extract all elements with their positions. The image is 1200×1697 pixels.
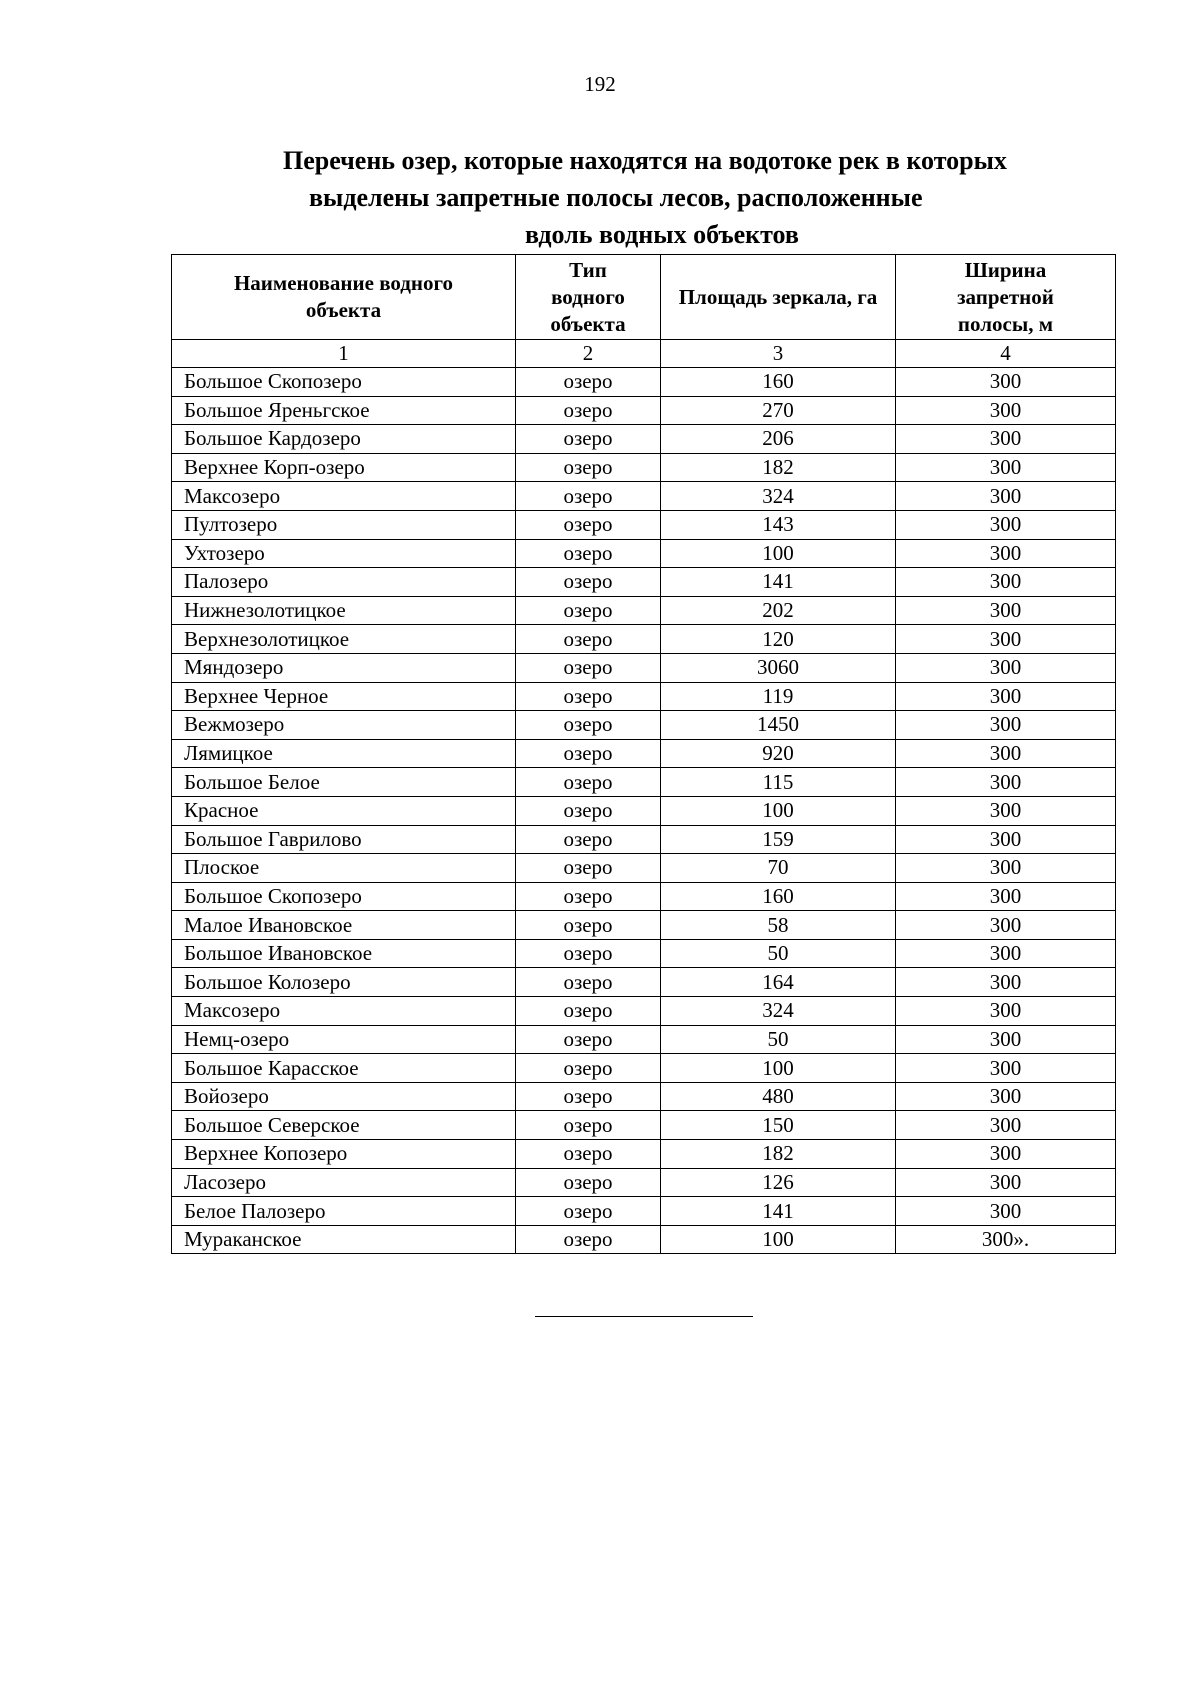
strip-width-cell: 300 <box>896 368 1116 397</box>
strip-width-cell: 300 <box>896 1111 1116 1140</box>
lake-type-cell: озеро <box>516 682 661 711</box>
lake-area-cell: 480 <box>661 1082 896 1111</box>
table-row <box>172 939 1116 968</box>
header-area: Площадь зеркала, га <box>661 255 896 340</box>
lake-area-cell: 126 <box>661 1168 896 1197</box>
header-type: Тип водного объекта <box>516 255 661 340</box>
table-row <box>172 997 1116 1026</box>
column-number: 2 <box>516 340 661 368</box>
lake-type-cell: озеро <box>516 625 661 654</box>
lake-area-cell: 141 <box>661 1197 896 1226</box>
lake-type-cell: озеро <box>516 882 661 911</box>
lake-name-cell: Мяндозеро <box>172 653 516 682</box>
lake-type-cell: озеро <box>516 453 661 482</box>
table-row <box>172 911 1116 940</box>
lake-name-cell: Ухтозеро <box>172 539 516 568</box>
lake-type-cell: озеро <box>516 1025 661 1054</box>
strip-width-cell: 300». <box>896 1225 1116 1254</box>
lake-area-cell: 1450 <box>661 711 896 740</box>
lake-area-cell: 160 <box>661 882 896 911</box>
strip-width-cell: 300 <box>896 1025 1116 1054</box>
page-number: 192 <box>584 72 616 96</box>
title-line-1: Перечень озер, которые находятся на водотоке рек в которых <box>283 146 1007 175</box>
lake-name-cell: Максозеро <box>172 482 516 511</box>
table-row <box>172 1025 1116 1054</box>
strip-width-cell: 300 <box>896 425 1116 454</box>
lake-name-cell: Большое Белое <box>172 768 516 797</box>
lake-area-cell: 115 <box>661 768 896 797</box>
lake-name-cell: Палозеро <box>172 568 516 597</box>
lake-name-cell: Нижнезолотицкое <box>172 596 516 625</box>
lake-area-cell: 100 <box>661 539 896 568</box>
lake-type-cell: озеро <box>516 825 661 854</box>
lake-type-cell: озеро <box>516 510 661 539</box>
lake-type-cell: озеро <box>516 1054 661 1083</box>
lake-name-cell: Верхнее Черное <box>172 682 516 711</box>
lake-area-cell: 120 <box>661 625 896 654</box>
strip-width-cell: 300 <box>896 453 1116 482</box>
table-row <box>172 1225 1116 1254</box>
lake-area-cell: 143 <box>661 510 896 539</box>
strip-width-cell: 300 <box>896 911 1116 940</box>
column-number: 4 <box>896 340 1116 368</box>
lake-type-cell: озеро <box>516 425 661 454</box>
table-row <box>172 510 1116 539</box>
table-row <box>172 882 1116 911</box>
lake-area-cell: 150 <box>661 1111 896 1140</box>
lake-name-cell: Белое Палозеро <box>172 1197 516 1226</box>
strip-width-cell: 300 <box>896 682 1116 711</box>
title-line-2: выделены запретные полосы лесов, расположенные <box>309 183 923 212</box>
lake-area-cell: 206 <box>661 425 896 454</box>
strip-width-cell: 300 <box>896 625 1116 654</box>
lake-name-cell: Вежмозеро <box>172 711 516 740</box>
lake-name-cell: Большое Скопозеро <box>172 882 516 911</box>
lake-name-cell: Пултозеро <box>172 510 516 539</box>
lake-name-cell: Красное <box>172 796 516 825</box>
table-row <box>172 825 1116 854</box>
table-row <box>172 1054 1116 1083</box>
lake-type-cell: озеро <box>516 1111 661 1140</box>
lake-name-cell: Ласозеро <box>172 1168 516 1197</box>
strip-width-cell: 300 <box>896 796 1116 825</box>
lake-type-cell: озеро <box>516 711 661 740</box>
end-separator-line <box>535 1316 753 1317</box>
column-number: 3 <box>661 340 896 368</box>
table-row <box>172 739 1116 768</box>
table-row <box>172 711 1116 740</box>
lake-type-cell: озеро <box>516 539 661 568</box>
table-row <box>172 1111 1116 1140</box>
strip-width-cell: 300 <box>896 1140 1116 1169</box>
lake-name-cell: Немц-озеро <box>172 1025 516 1054</box>
strip-width-cell: 300 <box>896 568 1116 597</box>
lake-type-cell: озеро <box>516 596 661 625</box>
table-row <box>172 625 1116 654</box>
lake-type-cell: озеро <box>516 768 661 797</box>
table-row <box>172 368 1116 397</box>
lake-name-cell: Большое Ивановское <box>172 939 516 968</box>
lake-type-cell: озеро <box>516 568 661 597</box>
lake-type-cell: озеро <box>516 482 661 511</box>
lake-area-cell: 324 <box>661 482 896 511</box>
lake-area-cell: 50 <box>661 1025 896 1054</box>
lake-type-cell: озеро <box>516 1225 661 1254</box>
strip-width-cell: 300 <box>896 739 1116 768</box>
table-header-row <box>172 255 1116 340</box>
lakes-table <box>171 254 1116 1254</box>
strip-width-cell: 300 <box>896 711 1116 740</box>
strip-width-cell: 300 <box>896 825 1116 854</box>
strip-width-cell: 300 <box>896 539 1116 568</box>
strip-width-cell: 300 <box>896 854 1116 883</box>
lake-type-cell: озеро <box>516 854 661 883</box>
lake-type-cell: озеро <box>516 396 661 425</box>
table-row <box>172 1197 1116 1226</box>
lake-area-cell: 50 <box>661 939 896 968</box>
column-number-row <box>172 340 1116 368</box>
lake-type-cell: озеро <box>516 1197 661 1226</box>
lake-name-cell: Плоское <box>172 854 516 883</box>
table-row <box>172 653 1116 682</box>
lake-name-cell: Лямицкое <box>172 739 516 768</box>
strip-width-cell: 300 <box>896 1168 1116 1197</box>
lake-name-cell: Большое Скопозеро <box>172 368 516 397</box>
lake-name-cell: Войозеро <box>172 1082 516 1111</box>
lake-type-cell: озеро <box>516 653 661 682</box>
lake-name-cell: Малое Ивановское <box>172 911 516 940</box>
table-row <box>172 854 1116 883</box>
lake-name-cell: Большое Яреньгское <box>172 396 516 425</box>
lake-type-cell: озеро <box>516 739 661 768</box>
strip-width-cell: 300 <box>896 1082 1116 1111</box>
table-row <box>172 482 1116 511</box>
table-row <box>172 539 1116 568</box>
table-row <box>172 396 1116 425</box>
table-row <box>172 1082 1116 1111</box>
table-row <box>172 1168 1116 1197</box>
strip-width-cell: 300 <box>896 653 1116 682</box>
strip-width-cell: 300 <box>896 997 1116 1026</box>
lake-area-cell: 182 <box>661 1140 896 1169</box>
strip-width-cell: 300 <box>896 482 1116 511</box>
lake-area-cell: 119 <box>661 682 896 711</box>
lake-area-cell: 182 <box>661 453 896 482</box>
strip-width-cell: 300 <box>896 1197 1116 1226</box>
lake-name-cell: Верхнезолотицкое <box>172 625 516 654</box>
lake-area-cell: 100 <box>661 796 896 825</box>
table-row <box>172 768 1116 797</box>
table-row <box>172 568 1116 597</box>
lake-name-cell: Мураканское <box>172 1225 516 1254</box>
lake-type-cell: озеро <box>516 939 661 968</box>
strip-width-cell: 300 <box>896 968 1116 997</box>
lake-area-cell: 100 <box>661 1225 896 1254</box>
lake-name-cell: Максозеро <box>172 997 516 1026</box>
table-row <box>172 453 1116 482</box>
strip-width-cell: 300 <box>896 768 1116 797</box>
strip-width-cell: 300 <box>896 1054 1116 1083</box>
lake-name-cell: Большое Колозеро <box>172 968 516 997</box>
lake-area-cell: 324 <box>661 997 896 1026</box>
lake-type-cell: озеро <box>516 1082 661 1111</box>
lake-area-cell: 3060 <box>661 653 896 682</box>
header-name: Наименование водного объекта <box>172 255 516 340</box>
lake-type-cell: озеро <box>516 1140 661 1169</box>
table-row <box>172 796 1116 825</box>
lake-name-cell: Большое Карасское <box>172 1054 516 1083</box>
lake-type-cell: озеро <box>516 796 661 825</box>
strip-width-cell: 300 <box>896 510 1116 539</box>
lake-area-cell: 164 <box>661 968 896 997</box>
header-width: Ширина запретной полосы, м <box>896 255 1116 340</box>
lake-name-cell: Верхнее Корп-озеро <box>172 453 516 482</box>
column-number: 1 <box>172 340 516 368</box>
lake-type-cell: озеро <box>516 997 661 1026</box>
table-row <box>172 968 1116 997</box>
strip-width-cell: 300 <box>896 396 1116 425</box>
table-row <box>172 682 1116 711</box>
lake-area-cell: 141 <box>661 568 896 597</box>
lake-name-cell: Большое Северское <box>172 1111 516 1140</box>
title-line-3: вдоль водных объектов <box>525 220 799 249</box>
lake-area-cell: 920 <box>661 739 896 768</box>
lake-area-cell: 159 <box>661 825 896 854</box>
lake-area-cell: 270 <box>661 396 896 425</box>
lake-name-cell: Большое Гаврилово <box>172 825 516 854</box>
lake-area-cell: 70 <box>661 854 896 883</box>
lake-name-cell: Большое Кардозеро <box>172 425 516 454</box>
table-row <box>172 596 1116 625</box>
strip-width-cell: 300 <box>896 882 1116 911</box>
table-row <box>172 425 1116 454</box>
strip-width-cell: 300 <box>896 939 1116 968</box>
lake-area-cell: 160 <box>661 368 896 397</box>
lake-name-cell: Верхнее Копозеро <box>172 1140 516 1169</box>
strip-width-cell: 300 <box>896 596 1116 625</box>
lake-type-cell: озеро <box>516 968 661 997</box>
lake-area-cell: 100 <box>661 1054 896 1083</box>
lake-type-cell: озеро <box>516 911 661 940</box>
table-row <box>172 1140 1116 1169</box>
lake-type-cell: озеро <box>516 368 661 397</box>
lake-area-cell: 58 <box>661 911 896 940</box>
lake-type-cell: озеро <box>516 1168 661 1197</box>
lake-area-cell: 202 <box>661 596 896 625</box>
